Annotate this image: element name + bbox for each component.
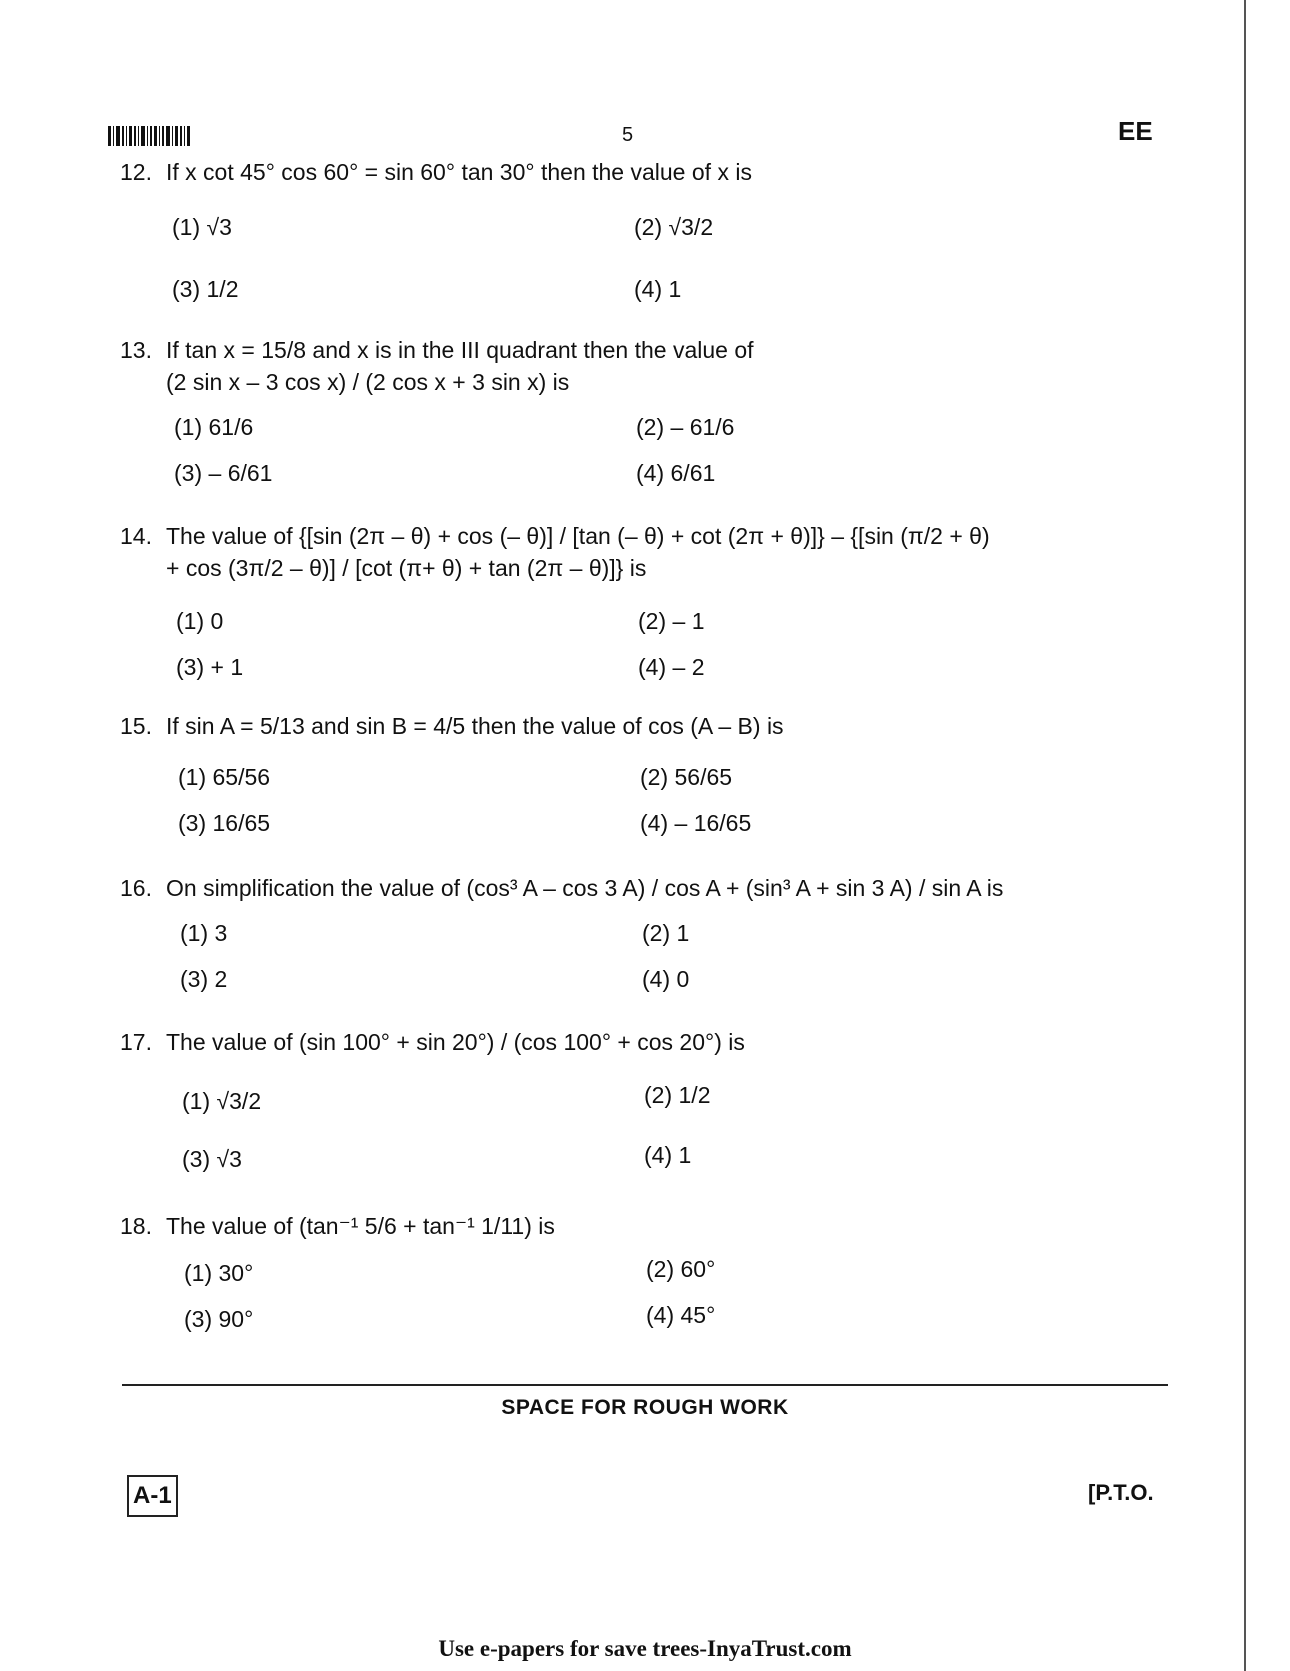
question-text: The value of (tan⁻¹ 5/6 + tan⁻¹ 1/11) is: [166, 1213, 555, 1239]
option: (1) √3/2: [182, 1088, 262, 1114]
question-18: [120, 1210, 1120, 1242]
option: (3) 90°: [184, 1306, 254, 1332]
option: (3) + 1: [176, 654, 244, 680]
option: (1) 3: [180, 920, 228, 946]
option: (3) √3: [182, 1146, 242, 1172]
option: (4) 45°: [646, 1302, 716, 1328]
question-17: [120, 1026, 1120, 1058]
question-text: (2 sin x – 3 cos x) / (2 cos x + 3 sin x) is: [166, 369, 570, 395]
option: (4) – 2: [638, 654, 705, 680]
option: (2) 60°: [646, 1256, 716, 1282]
pto-label: [P.T.O.: [1088, 1480, 1154, 1505]
question-13: [120, 334, 1120, 398]
option: (3) 1/2: [172, 276, 239, 302]
barcode: [108, 126, 192, 146]
option: (2) – 1: [638, 608, 705, 634]
question-text: The value of (sin 100° + sin 20°) / (cos 100° + cos 20°) is: [166, 1029, 745, 1055]
footer-text: Use e-papers for save trees-InyaTrust.com: [438, 1636, 852, 1661]
question-text: The value of {[sin (2π – θ) + cos (– θ)] / [tan (– θ) + cot (2π + θ)]} – {[sin (π/2 + θ): [166, 523, 990, 549]
question-12: [120, 156, 1120, 188]
question-number: 16.: [120, 875, 152, 901]
question-14: [120, 520, 1180, 584]
option: (4) – 16/65: [640, 810, 752, 836]
option: (3) – 6/61: [174, 460, 273, 486]
question-number: 14.: [120, 523, 152, 549]
option: (4) 0: [642, 966, 690, 992]
option: (1) 0: [176, 608, 224, 634]
question-number: 13.: [120, 337, 152, 363]
question-number: 17.: [120, 1029, 152, 1055]
option: (1) 61/6: [174, 414, 254, 440]
option: (1) √3: [172, 214, 232, 240]
question-16: [120, 872, 1200, 904]
rough-work-label: SPACE FOR ROUGH WORK: [501, 1396, 789, 1419]
option: (4) 6/61: [636, 460, 716, 486]
question-15: [120, 710, 1120, 742]
question-number: 12.: [120, 159, 152, 185]
option: (1) 65/56: [178, 764, 271, 790]
set-code: EE: [1118, 116, 1153, 146]
option: (2) – 61/6: [636, 414, 735, 440]
question-text: If tan x = 15/8 and x is in the III quadrant then the value of: [166, 337, 754, 363]
option: (3) 16/65: [178, 810, 271, 836]
option: (4) 1: [644, 1142, 692, 1168]
booklet-code: A-1: [127, 1475, 178, 1517]
question-text: + cos (3π/2 – θ)] / [cot (π+ θ) + tan (2π – θ)]} is: [166, 555, 647, 581]
option: (1) 30°: [184, 1260, 254, 1286]
option: (2) 56/65: [640, 764, 733, 790]
question-text: If x cot 45° cos 60° = sin 60° tan 30° then the value of x is: [166, 159, 752, 185]
question-text: On simplification the value of (cos³ A – cos 3 A) / cos A + (sin³ A + sin 3 A) / sin A is: [166, 875, 1004, 901]
question-number: 15.: [120, 713, 152, 739]
option: (2) √3/2: [634, 214, 714, 240]
question-text: If sin A = 5/13 and sin B = 4/5 then the value of cos (A – B) is: [166, 713, 784, 739]
option: (2) 1/2: [644, 1082, 711, 1108]
option: (4) 1: [634, 276, 682, 302]
option: (2) 1: [642, 920, 690, 946]
page-number: 5: [622, 124, 634, 146]
question-number: 18.: [120, 1213, 152, 1239]
rough-work-divider: [122, 1384, 1168, 1386]
option: (3) 2: [180, 966, 228, 992]
page-edge-rule: [1244, 0, 1246, 1671]
